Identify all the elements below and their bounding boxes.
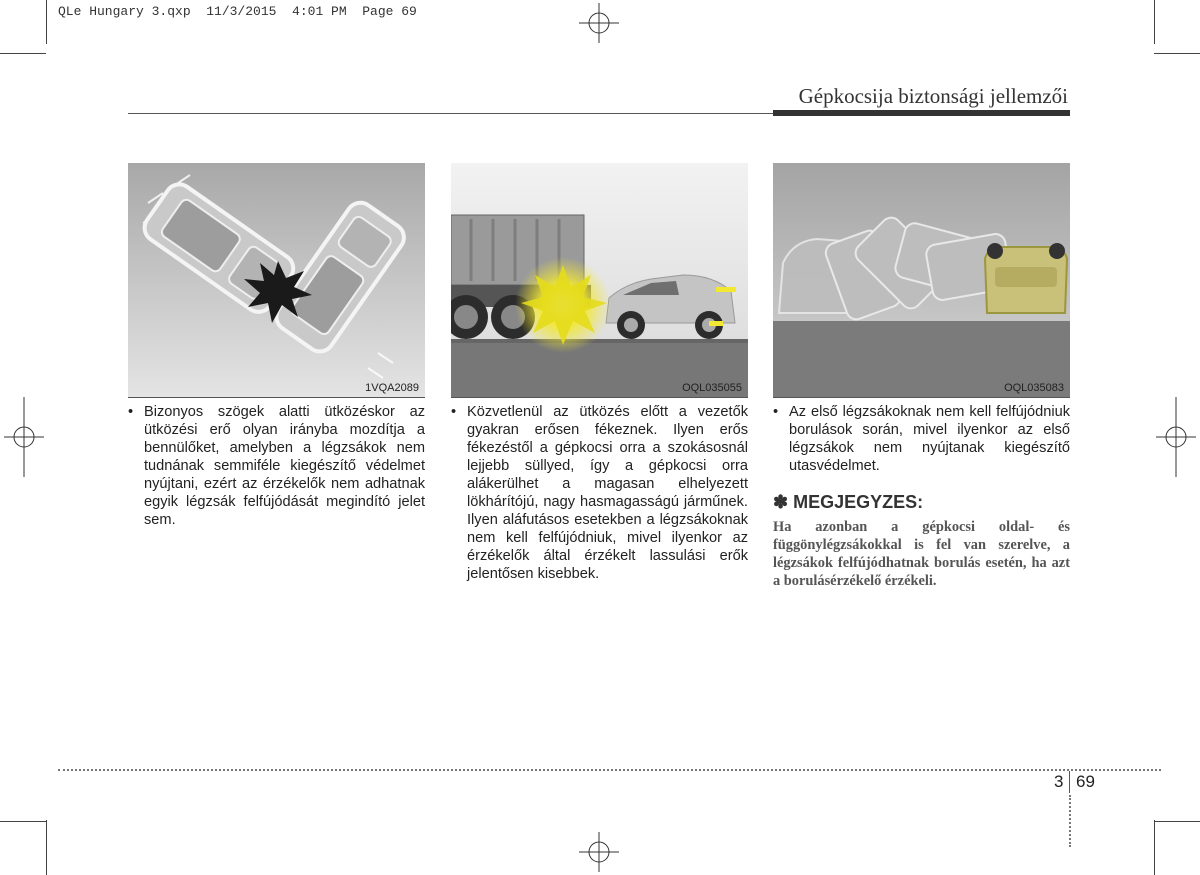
paragraph: Az első légzsákoknak nem kell felfújódniuk borulások során, mivel ilyenkor az első légzsákok nem nyújtanak kiegészítő utasvédelmet. xyxy=(789,404,1070,474)
figure-caption-rule xyxy=(451,397,748,398)
footer-rule xyxy=(58,769,1161,771)
section-number: 3 xyxy=(1054,772,1064,791)
print-slug: QLe Hungary 3.qxp 11/3/2015 4:01 PM Page 69 xyxy=(58,4,417,19)
page-number-separator xyxy=(1069,771,1070,793)
rollover-illustration xyxy=(773,163,1070,397)
figure-underride xyxy=(451,163,748,397)
figure-code: OQL035083 xyxy=(1004,382,1064,394)
header-rule-accent xyxy=(773,110,1070,116)
bullet: • xyxy=(451,404,457,420)
bullet: • xyxy=(773,404,779,420)
note-heading: ✽ MEGJEGYZES: xyxy=(773,492,924,512)
figure-rollover xyxy=(773,163,1070,397)
column-2-text xyxy=(451,403,748,583)
bullet: • xyxy=(128,404,134,420)
figure-caption-rule xyxy=(128,397,425,398)
paragraph: Bizonyos szögek alatti ütközéskor az ütközési erő olyan irányba mozdítja a bennülőket, amelyben a légzsákok nem tudnának semmiféle kiegészítő védelmet nyújtani, ezért az érzékelők nem adhatnak egyik légzsák felfújódását megindító jelet sem. xyxy=(144,404,425,528)
figure-angle-collision xyxy=(128,163,425,397)
footer-vertical-rule xyxy=(1069,795,1071,847)
note-body: Ha azonban a gépkocsi oldal- és függönylégzsákokkal is fel van szerelve, a légzsákok felfújódhatnak borulás esetén, ha azt a borulásérzékelő érzékeli. xyxy=(773,519,1070,589)
column-1-text xyxy=(128,403,425,529)
column-3-text xyxy=(773,403,1070,475)
page-header-title: Gépkocsija biztonsági jellemzői xyxy=(798,84,1068,108)
header-rule xyxy=(128,113,773,114)
figure-caption-rule xyxy=(773,397,1070,398)
underride-illustration xyxy=(451,163,748,397)
figure-code: OQL035055 xyxy=(682,382,742,394)
paragraph: Közvetlenül az ütközés előtt a vezetők gyakran erősen fékeznek. Ilyen erős fékezéstől a gépkocsi orra a szokásosnál lejjebb süllyed, így a gépkocsi orra alákerülhet a magasan elhelyezett lökhárítójú, nagy hasmagasságú járműnek. Ilyen aláfutásos esetekben a légzsákoknak nem kell felfújódniuk, mivel ilyenkor az érzékelők által érzékelt lassulási erők jelentősen kisebbek. xyxy=(467,404,748,582)
overturned-car xyxy=(985,243,1067,313)
figure-code: 1VQA2089 xyxy=(365,382,419,394)
page-number: 69 xyxy=(1076,772,1095,791)
angle-collision-illustration xyxy=(128,163,425,397)
